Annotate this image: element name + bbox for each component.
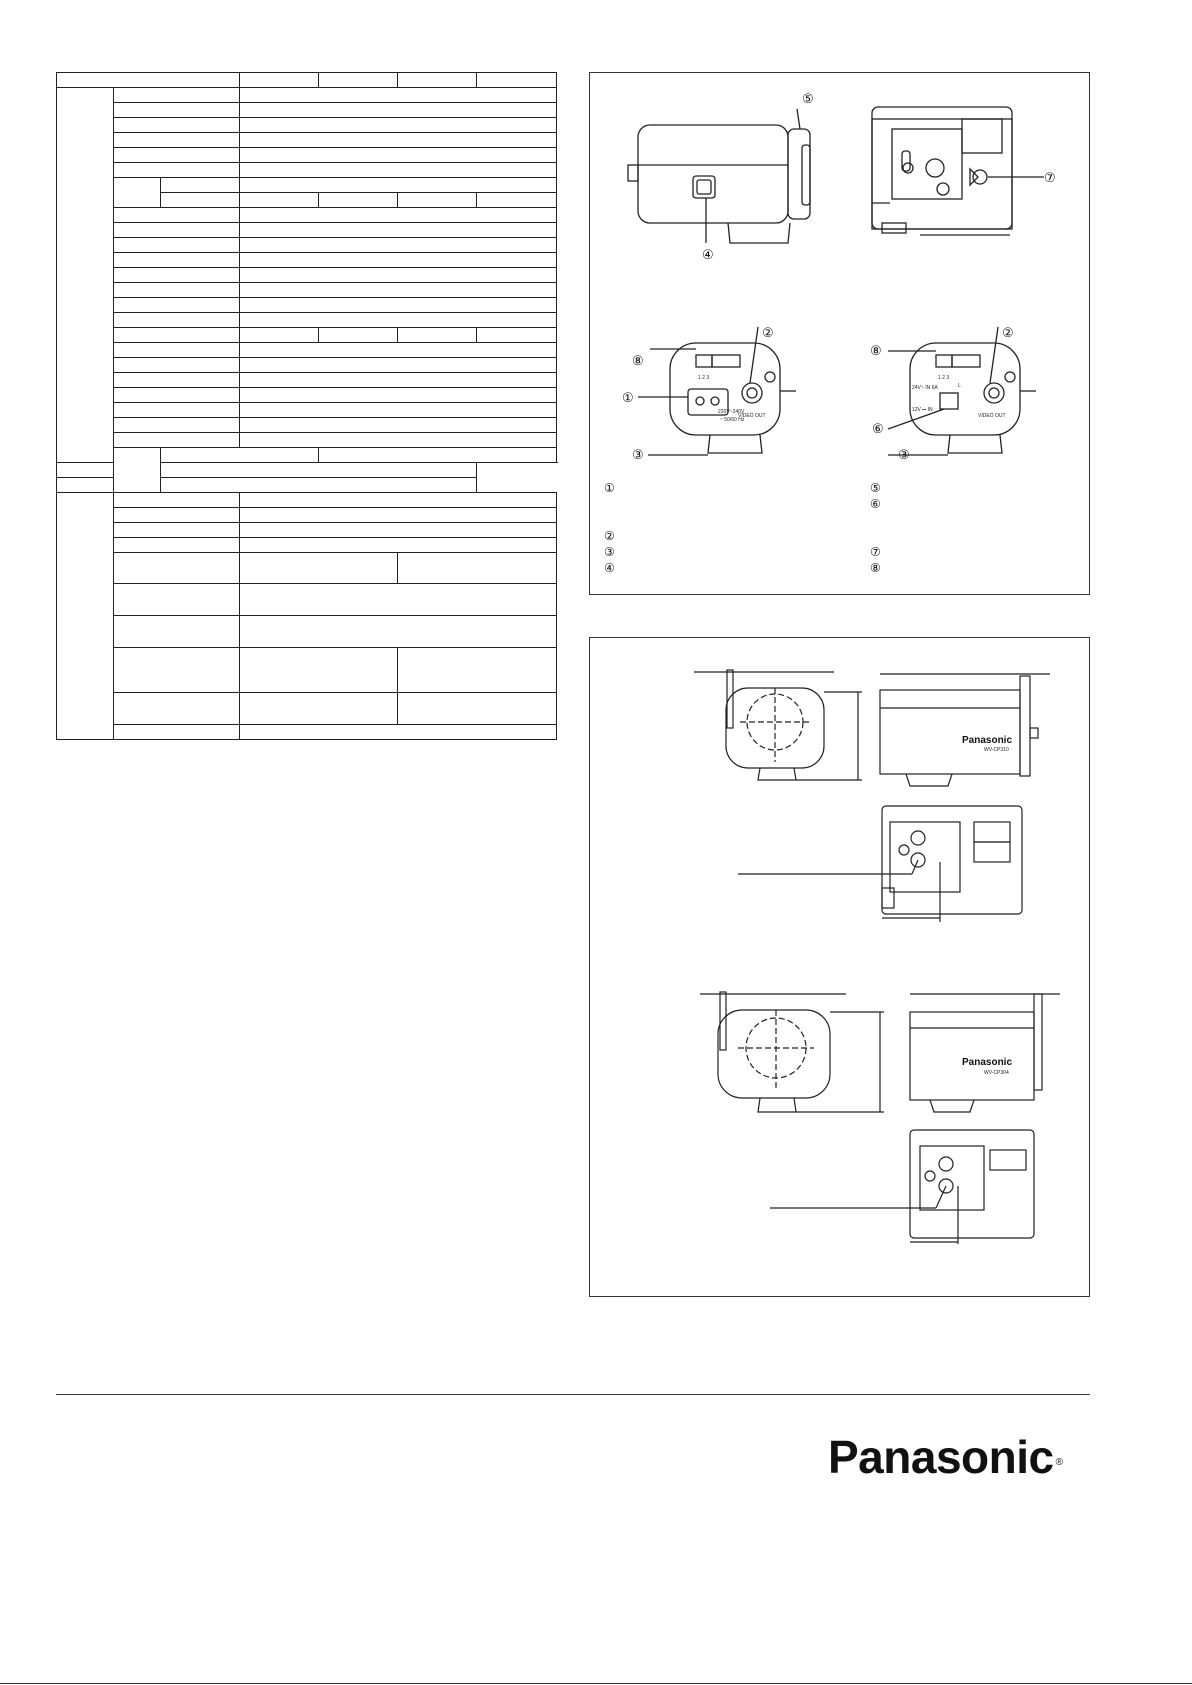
model-1-bottom-view: [738, 806, 1022, 922]
table-row: [57, 298, 557, 313]
panasonic-logo: [828, 1432, 1062, 1482]
model-1-side-view: [880, 674, 1050, 786]
table-row: [57, 313, 557, 328]
controls-figure-panel: [589, 72, 1090, 595]
dc-power-label: 24V~ IN 6A: [912, 385, 938, 391]
table-row: [57, 88, 557, 103]
callout-7-drawing: ⑦: [1044, 170, 1056, 185]
callout-2-drawing-dc: ②: [1002, 325, 1014, 340]
model-1-name: WV-CP310: [984, 747, 1009, 753]
callout-8-drawing: ⑧: [632, 353, 644, 368]
dc-power-label-2: 12V ⎓ IN: [912, 407, 933, 413]
model-1-brand: Panasonic: [962, 735, 1013, 746]
table-row: [57, 403, 557, 418]
camera-bottom-view: [872, 107, 1044, 235]
table-row: [57, 388, 557, 403]
table-row: [57, 725, 557, 740]
callout-2-drawing: ②: [762, 325, 774, 340]
table-row: [57, 648, 557, 693]
model-1-front-view: [694, 670, 862, 780]
dip-numbers-label: 1 2 3: [698, 375, 710, 381]
table-row: [57, 178, 557, 193]
table-row: [57, 163, 557, 178]
table-row: [57, 553, 557, 584]
table-row: [57, 208, 557, 223]
table-row: [57, 223, 557, 238]
legend-left: [604, 480, 615, 576]
table-row: [57, 358, 557, 373]
camera-side-view: [628, 109, 810, 243]
table-row: [57, 118, 557, 133]
registered-mark: ®: [1055, 1457, 1063, 1468]
legend-callout-8: ⑧: [870, 561, 881, 575]
legend-callout-4: ④: [604, 561, 615, 575]
camera-rear-view-ac: [638, 327, 796, 455]
table-row: [57, 584, 557, 616]
table-row: [57, 268, 557, 283]
legend-callout-1: ①: [604, 481, 615, 495]
legend-callout-6: ⑥: [870, 497, 881, 511]
model-2-name: WV-CP304: [984, 1070, 1009, 1076]
camera-rear-view-dc: [888, 327, 1036, 455]
table-row: [57, 508, 557, 523]
table-header-row: [57, 73, 557, 88]
model-2-brand: Panasonic: [962, 1057, 1013, 1068]
model-2-bottom-view: [770, 1130, 1034, 1244]
ell-label: L: [958, 383, 961, 389]
table-row: [57, 616, 557, 648]
table-row: [57, 148, 557, 163]
table-row: [57, 693, 557, 725]
camera-controls-drawings: [590, 73, 1091, 596]
table-row: [57, 478, 557, 493]
table-row: [57, 448, 557, 463]
legend-callout-2: ②: [604, 529, 615, 543]
table-row: [57, 373, 557, 388]
table-row: [57, 523, 557, 538]
callout-3-drawing: ③: [632, 447, 644, 462]
dimension-drawings: [590, 638, 1091, 1298]
bottom-edge-rule: [0, 1683, 1192, 1684]
model-2-side-view: [910, 994, 1060, 1112]
table-row: [57, 418, 557, 433]
ac-power-label: 220V~240V: [718, 409, 745, 415]
callout-4-drawing: ④: [702, 247, 714, 262]
callout-8-drawing-dc: ⑧: [870, 343, 882, 358]
table-row: [57, 103, 557, 118]
callout-3-drawing-dc: ③: [898, 447, 910, 462]
table-row: [57, 328, 557, 343]
legend-right: [870, 480, 881, 576]
spec-table: [56, 72, 557, 740]
logo-wordmark: Panasonic: [828, 1431, 1054, 1483]
table-row: [57, 238, 557, 253]
model-2-front-view: [700, 992, 884, 1112]
table-row: [57, 253, 557, 268]
legend-callout-5: ⑤: [870, 481, 881, 495]
dimensions-figure-panel: [589, 637, 1090, 1297]
video-out-label: VIDEO OUT: [738, 413, 766, 419]
table-row: [57, 133, 557, 148]
table-row: [57, 343, 557, 358]
table-row: [57, 463, 557, 478]
callout-5-drawing: ⑤: [802, 91, 814, 106]
legend-callout-3: ③: [604, 545, 615, 559]
legend-callout-7: ⑦: [870, 545, 881, 559]
callout-6-drawing: ⑥: [872, 421, 884, 436]
ac-freq-label: ~ 50/60 Hz: [720, 417, 745, 423]
video-out-label-2: VIDEO OUT: [978, 413, 1006, 419]
table-row: [57, 493, 557, 508]
table-row: [57, 433, 557, 448]
table-row: [57, 283, 557, 298]
dip-numbers-label-2: 1 2 3: [938, 375, 950, 381]
footer-divider: [56, 1394, 1090, 1395]
table-row: [57, 538, 557, 553]
callout-1-drawing: ①: [622, 390, 634, 405]
